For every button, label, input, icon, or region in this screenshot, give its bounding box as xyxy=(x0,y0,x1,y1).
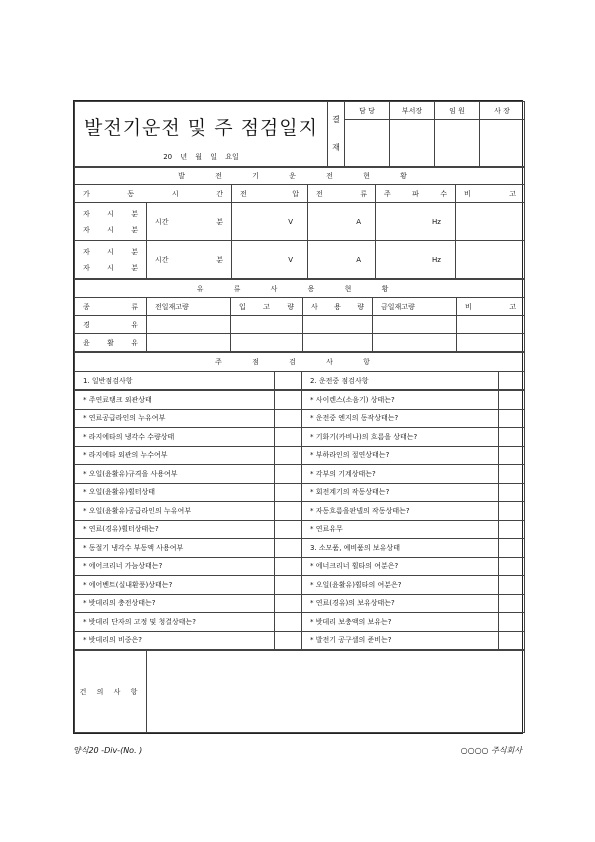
fuel-usage-table xyxy=(74,279,525,352)
check-box-left[interactable] xyxy=(275,631,302,650)
frequency-cell[interactable]: Hz xyxy=(376,203,456,241)
checklist-row xyxy=(75,613,525,632)
check-box-right[interactable] xyxy=(499,520,525,539)
checklist-row xyxy=(75,502,525,521)
check-box-left[interactable] xyxy=(275,465,302,484)
checklist-row xyxy=(75,465,525,484)
checklist-row xyxy=(75,557,525,576)
check-box-left[interactable] xyxy=(275,520,302,539)
col-prev-stock: 전일재고량 xyxy=(147,298,231,316)
check-box-right[interactable] xyxy=(499,613,525,632)
operation-status-table xyxy=(74,167,525,279)
voltage-cell[interactable]: V xyxy=(232,241,308,279)
fuel-row-diesel: 경 유 xyxy=(75,316,525,334)
inspection-form xyxy=(73,100,523,734)
approver-executive: 임 원 xyxy=(435,102,480,120)
checklist-item-right: * 운전중 엔지의 동작상태는? xyxy=(302,409,499,428)
check-box-right[interactable] xyxy=(499,446,525,465)
check-box-left[interactable] xyxy=(275,539,302,558)
col-frequency: 주 파 수 xyxy=(376,185,456,203)
checklist-item-right: * 회전계기의 작동상태는? xyxy=(302,483,499,502)
checklist-item-left: * 에어벤트(실내환풍)상태는? xyxy=(75,576,275,595)
col-type: 종 류 xyxy=(75,298,147,316)
operation-row-1: 자 시 분 자 시 분 시간 분 V A Hz xyxy=(75,203,525,241)
checklist-item-right: * 연료(경유)의 보유상태는? xyxy=(302,594,499,613)
checklist-item-left: * 연료(경유)휠터상태는? xyxy=(75,520,275,539)
checklist-item-left: * 오일(윤활유)공급라인의 누유여부 xyxy=(75,502,275,521)
signature-box-3[interactable] xyxy=(435,120,480,167)
checklist-item-right: * 에너크리너 휠타의 여분은? xyxy=(302,557,499,576)
signature-box-4[interactable] xyxy=(480,120,525,167)
check-box-left[interactable] xyxy=(275,502,302,521)
section-operation-title: 발 전 기 운 전 현 황 xyxy=(75,168,525,185)
checklist-item-right: * 연료유무 xyxy=(302,520,499,539)
check-box-left[interactable] xyxy=(275,391,302,410)
signature-box-1[interactable] xyxy=(345,120,390,167)
checklist-row xyxy=(75,631,525,650)
checklist-item-left: * 주연료탱크 외관상태 xyxy=(75,391,275,410)
check-box-left[interactable] xyxy=(275,594,302,613)
date-line: 20 년 월 일 요일 xyxy=(163,152,239,161)
remarks-table xyxy=(74,650,525,733)
checklist-item-right: * 밧데리 보충액의 보유는? xyxy=(302,613,499,632)
check-box-left[interactable] xyxy=(275,557,302,576)
check-box-left[interactable] xyxy=(275,409,302,428)
approval-label: 결 재 xyxy=(328,102,345,167)
check-box-left[interactable] xyxy=(275,576,302,595)
checklist-item-left: * 라지에타 외관의 누수여부 xyxy=(75,446,275,465)
section-checklist-title: 주 점 검 사 항 xyxy=(75,353,525,372)
checklist-item-left: * 라지에타의 냉각수 수량상태 xyxy=(75,428,275,447)
checklist-item-left: * 밧데리 단자의 고정 및 청결상태는? xyxy=(75,613,275,632)
checklist-row xyxy=(75,409,525,428)
checklist-item-right: * 각부의 기계상태는? xyxy=(302,465,499,484)
checklist-item-right: * 사이렌스(소음기) 상태는? xyxy=(302,391,499,410)
check-box-left[interactable] xyxy=(275,483,302,502)
page-title: 발전기운전 및 주 점검일지 xyxy=(83,116,318,139)
checklist-row xyxy=(75,483,525,502)
check-box-right[interactable] xyxy=(499,539,525,558)
frequency-cell[interactable]: Hz xyxy=(376,241,456,279)
check-box-right[interactable] xyxy=(499,631,525,650)
checklist-item-left: * 밧데리의 충전상태는? xyxy=(75,594,275,613)
checklist-item-left: * 오일(윤활유)휠터상태 xyxy=(75,483,275,502)
checklist-row xyxy=(75,576,525,595)
checklist-row xyxy=(75,446,525,465)
col-today-stock: 금일재고량 xyxy=(373,298,457,316)
check-box-left[interactable] xyxy=(275,613,302,632)
col-notes: 비 고 xyxy=(456,185,525,203)
checklist-item-right: * 부하라인의 절연상태는? xyxy=(302,446,499,465)
checklist-item-right: * 자동흐름을판넬의 작동상태는? xyxy=(302,502,499,521)
check-box-left[interactable] xyxy=(275,428,302,447)
check-box-right[interactable] xyxy=(499,557,525,576)
check-box-right[interactable] xyxy=(499,428,525,447)
operation-row-2: 자 시 분 자 시 분 시간 분 V A Hz xyxy=(75,241,525,279)
checklist-item-left: * 연료공급라인의 누유여부 xyxy=(75,409,275,428)
duration-cell[interactable]: 시간 분 xyxy=(147,203,232,241)
col-current: 전 류 xyxy=(308,185,376,203)
checklist-right-header: 2. 운전중 점검사항 xyxy=(302,372,499,390)
col-fuel-notes: 비 고 xyxy=(457,298,525,316)
check-box-right[interactable] xyxy=(499,409,525,428)
section-fuel-title: 유 류 사 용 현 황 xyxy=(75,280,525,298)
col-runtime: 가 동 시 간 xyxy=(75,185,232,203)
checklist-body xyxy=(74,390,525,650)
checklist-row xyxy=(75,391,525,410)
checklist-row xyxy=(75,594,525,613)
checklist-item-right: * 기화기(카비나)의 흐름을 상태는? xyxy=(302,428,499,447)
check-box-right[interactable] xyxy=(499,576,525,595)
check-box-right[interactable] xyxy=(499,502,525,521)
col-used: 사 용 량 xyxy=(303,298,373,316)
col-received: 입 고 량 xyxy=(231,298,303,316)
checklist-item-right: 3. 소모품, 예비품의 보유상태 xyxy=(302,539,499,558)
checklist-item-left: * 동절기 냉각수 부동액 사용여부 xyxy=(75,539,275,558)
checklist-item-right: * 발전기 공구셀의 준비는? xyxy=(302,631,499,650)
check-box-left[interactable] xyxy=(275,446,302,465)
remarks-label: 건 의 사 항 xyxy=(75,651,147,733)
checklist-item-left: * 에어크리너 가늠상태는? xyxy=(75,557,275,576)
signature-box-2[interactable] xyxy=(390,120,435,167)
voltage-cell[interactable]: V xyxy=(232,203,308,241)
remarks-field[interactable] xyxy=(147,651,525,733)
form-code: 양식20 -Div-(No. ) xyxy=(73,746,143,755)
notes-cell[interactable] xyxy=(456,203,525,241)
check-box-right[interactable] xyxy=(499,483,525,502)
col-voltage: 전 압 xyxy=(232,185,308,203)
check-box-right[interactable] xyxy=(499,465,525,484)
checklist-item-left: * 밧데리의 비중은? xyxy=(75,631,275,650)
fuel-row-lubricant: 윤 활 유 xyxy=(75,334,525,352)
company-name: ○○○○ 주식회사 xyxy=(460,746,522,755)
checklist-row xyxy=(75,428,525,447)
approver-staff: 담 당 xyxy=(345,102,390,120)
current-cell[interactable]: A xyxy=(308,241,376,279)
checklist-left-header: 1. 일반점검사항 xyxy=(75,372,275,390)
checklist-table xyxy=(74,352,525,390)
approver-president: 사 장 xyxy=(480,102,525,120)
title-cell xyxy=(75,102,328,167)
notes-cell[interactable] xyxy=(456,241,525,279)
approver-manager: 부서장 xyxy=(390,102,435,120)
checklist-item-right: * 오일(윤활유)휠타의 여분은? xyxy=(302,576,499,595)
check-box-right[interactable] xyxy=(499,391,525,410)
check-box-right[interactable] xyxy=(499,594,525,613)
checklist-row xyxy=(75,520,525,539)
current-cell[interactable]: A xyxy=(308,203,376,241)
duration-cell[interactable]: 시간 분 xyxy=(147,241,232,279)
header-table xyxy=(74,101,525,167)
checklist-row xyxy=(75,539,525,558)
checklist-item-left: * 오일(윤활유)규격을 사용여부 xyxy=(75,465,275,484)
